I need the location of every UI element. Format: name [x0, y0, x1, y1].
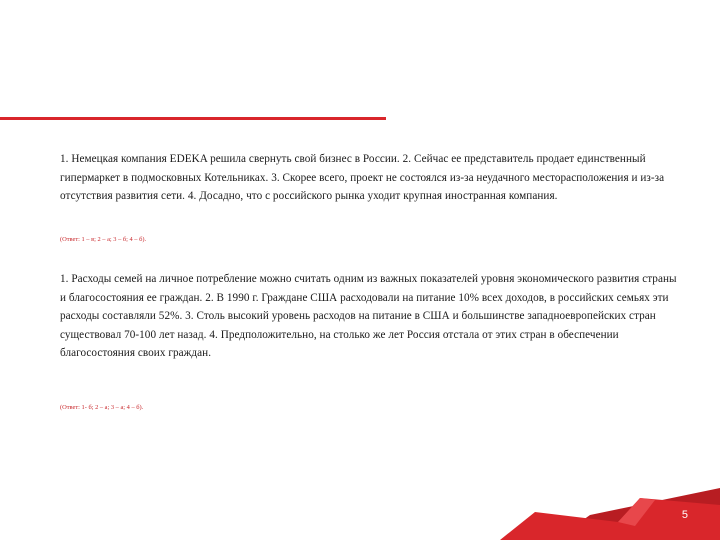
answer-1: (Ответ: 1 – в; 2 – а; 3 – б; 4 – б).: [60, 236, 147, 243]
paragraph-1: 1. Немецкая компания EDEKA решила свернуть свой бизнес в России. 2. Сейчас ее представитель продает единственный гипермаркет в подмосковных Котельниках. 3. Скорее всего, проект не состоялся из-за неудачного месторасположения и из-за отсутствия развития сети. 4. Досадно, что с российского рынка уходит крупная иностранная компания.: [60, 153, 665, 202]
paragraph-2: 1. Расходы семей на личное потребление можно считать одним из важных показателей уровня экономического развития страны и благосостояния ее граждан. 2. В 1990 г. Граждане США расходовали на питание 10% всех доходов, в российских семьях эти расходы составляли 52%. 3. Столь высокий уровень расходов на питание в США и большинстве западноевропейских стран существовал 70-100 лет назад. 4. Предположительно, на столько же лет Россия отстала от этих стран в обеспечении благосостояния своих граждан.: [60, 273, 677, 359]
page-number: 5: [681, 509, 688, 521]
answer-2: (Ответ: 1- б; 2 – а; 3 – а; 4 – б).: [60, 404, 144, 411]
